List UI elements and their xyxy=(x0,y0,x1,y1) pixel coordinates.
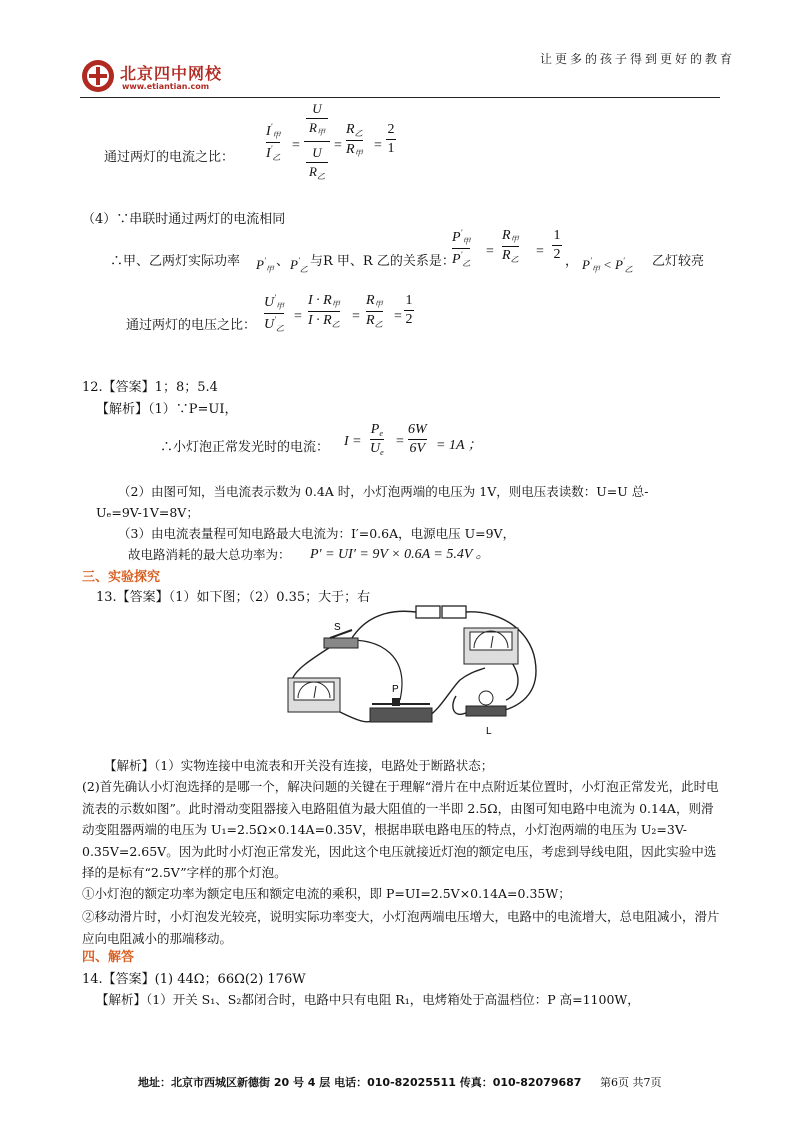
label-s: S xyxy=(334,622,341,633)
section-3-heading: 三、实验探究 xyxy=(82,570,161,585)
footer-page: 第6页 共7页 xyxy=(600,1076,662,1089)
lamp-icon xyxy=(466,706,506,716)
part4-power-sep: 、 xyxy=(276,254,290,269)
part4-power-prefix: ∴甲、乙两灯实际功率 xyxy=(110,254,241,269)
q12-analysis-1: 【解析】（1）∵P=UI， xyxy=(96,402,238,417)
part4-intro: （4）∵串联时通过两灯的电流相同 xyxy=(82,212,286,227)
footer-address: 地址：北京市西城区新德街 20 号 4 层 电话：010-82025511 传真：010-82079687 xyxy=(138,1076,582,1089)
section-4-heading: 四、解答 xyxy=(82,950,135,965)
label-p: P xyxy=(392,684,399,695)
p-jia-symbol: $P'_甲$ xyxy=(256,256,274,274)
rheostat-icon xyxy=(370,708,432,722)
logo-url: www.etiantian.com xyxy=(122,82,210,91)
q12-part2-line1: （2）由图可知，当电流表示数为 0.4A 时，小灯泡两端的电压为 1V，则电压表读数：U=U 总- xyxy=(118,484,649,499)
logo-emblem-icon xyxy=(80,58,116,94)
voltage-ratio-label: 通过两灯的电压之比： xyxy=(126,318,257,333)
switch-icon xyxy=(324,638,358,648)
q13-answer: 13.【答案】（1）如下图；（2）0.35；大于；右 xyxy=(96,590,371,605)
logo-name: 北京四中网校 xyxy=(120,64,223,83)
q13-analysis-1: 【解析】（1）实物连接中电流表和开关没有连接，电路处于断路状态； xyxy=(104,758,494,773)
q13-analysis-2: (2)首先确认小灯泡选择的是哪一个，解决问题的关键在于理解“滑片在中点附近某位置时，小灯泡正常发光，此时电流表的示数如图”。此时滑动变阻器接入电路阻值为最大阻值的一半即 2.5Ω，由图可知电路中电流为 0.14A，则滑动变阻器两端的电压为 U₁=2.5Ω×0.14A=0.35V，根据串联电路电压的特点，小灯泡两端的电压为 U₂=3V-0.35V=2.65V。因为此时小灯泡正常发光，因此这个电压就接近灯泡的额定电压，考虑到导线电阻，因此实验中选择的是标有“2.5V”字样的那个灯泡。 xyxy=(82,779,719,880)
q12-part3-line2: 故电路消耗的最大总功率为： xyxy=(128,547,291,562)
q12-answer: 12.【答案】1；8；5.4 xyxy=(82,380,218,395)
part4-bright: 乙灯较亮 xyxy=(652,254,705,269)
part4-power-mid: 与R 甲、R 乙的关系是： xyxy=(310,254,455,269)
q12-normal-label: ∴小灯泡正常发光时的电流： xyxy=(160,440,330,455)
q13-analysis-4: ②移动滑片时，小灯泡发光较亮，说明实际功率变大，小灯泡两端电压增大，电路中的电流增大，总电阻减小，滑片应向电阻减小的那端移动。 xyxy=(82,909,720,946)
header-rule xyxy=(80,97,720,98)
q12-part3-formula: P′ = UI′ = 9V × 0.6A = 5.4V 。 xyxy=(310,547,490,562)
part4-power-tail: ， xyxy=(565,254,579,269)
p-yi-symbol: $P'_乙$ xyxy=(290,256,308,274)
q12-part2-line2: Uₑ=9V-1V=8V； xyxy=(96,505,199,520)
q14-analysis-1: 【解析】（1）开关 S₁、S₂都闭合时，电路中只有电阻 R₁，电烤箱处于高温档位：P 高=1100W， xyxy=(96,992,640,1007)
power-compare: $P'_甲 < P'_乙$ xyxy=(582,256,633,274)
current-ratio-label: 通过两灯的电流之比： xyxy=(104,150,235,165)
circuit-diagram xyxy=(280,600,550,740)
label-l: L xyxy=(486,726,492,737)
battery-icon xyxy=(416,606,440,618)
q13-analysis-3: ①小灯泡的额定功率为额定电压和额定电流的乘积，即 P=UI=2.5V×0.14A=0.35W； xyxy=(82,886,571,901)
q12-part3-line1: （3）由电流表量程可知电路最大电流为：I′=0.6A，电源电压 U=9V， xyxy=(118,526,516,541)
header-slogan: 让更多的孩子得到更好的教育 xyxy=(540,52,736,66)
q14-answer: 14.【答案】(1) 44Ω；66Ω(2) 176W xyxy=(82,972,306,987)
